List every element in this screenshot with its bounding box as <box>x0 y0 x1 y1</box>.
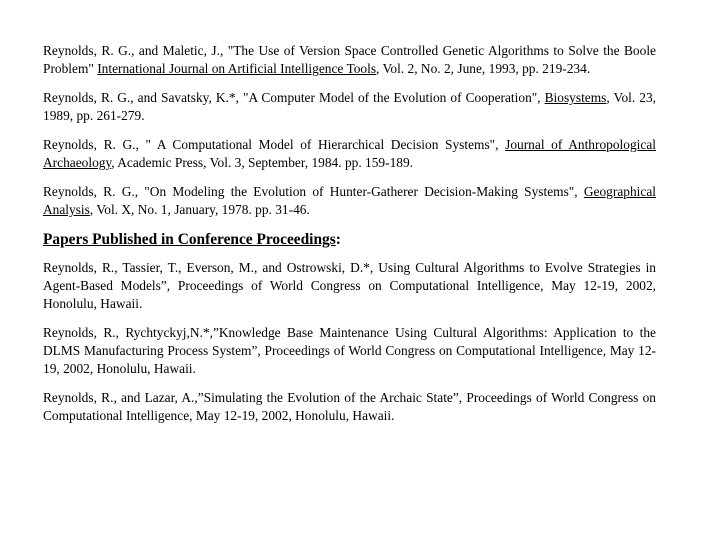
reference-details: , Vol. X, No. 1, January, 1978. pp. 31-46. <box>89 202 310 217</box>
journal-venue: International Journal on Artificial Intelligence Tools <box>97 61 377 76</box>
journal-reference <box>43 89 656 125</box>
reference-details: , Academic Press, Vol. 3, September, 1984. pp. 159-189. <box>111 155 414 170</box>
section-heading-colon: : <box>335 231 341 248</box>
conference-reference: Reynolds, R., Tassier, T., Everson, M., and Ostrowski, D.*, Using Cultural Algorithms to Evolve Strategies in Agent-Based Models”, Proceedings of World Congress on Computational Intelligence, May 12-19, 2002, Honolulu, Hawaii. <box>43 260 656 311</box>
publication-list <box>43 42 656 436</box>
journal-venue: Biosystems <box>544 90 607 105</box>
section-heading <box>43 230 656 250</box>
reference-text: Reynolds, R. G., and Savatsky, K.*, "A Computer Model of the Evolution of Cooperation", <box>43 90 545 105</box>
reference-text: Reynolds, R. G., " A Computational Model of Hierarchical Decision Systems", <box>43 137 506 152</box>
journal-reference <box>43 183 656 219</box>
reference-details: , Vol. 2, No. 2, June, 1993, pp. 219-234. <box>376 61 591 76</box>
conference-reference: Reynolds, R., and Lazar, A.,”Simulating the Evolution of the Archaic State”, Proceedings of World Congress on Computational Intelligence, May 12-19, 2002, Honolulu, Hawaii. <box>43 390 656 423</box>
reference-text: Reynolds, R. G., and Maletic, J., "The Use of Version Space Controlled Genetic Algorithms to Solve the Boole Problem" <box>43 43 656 76</box>
reference-text: Reynolds, R. G., "On Modeling the Evolution of Hunter-Gatherer Decision-Making Systems", <box>43 184 584 199</box>
journal-venue: Geographical Analysis <box>43 184 656 217</box>
section-heading-title: Papers Published in Conference Proceedings <box>43 231 336 248</box>
journal-venue: Journal of Anthropological Archaeology <box>43 137 656 170</box>
journal-reference <box>43 42 656 78</box>
journal-reference <box>43 136 656 172</box>
conference-reference: Reynolds, R., Rychtyckyj,N.*,”Knowledge Base Maintenance Using Cultural Algorithms: Application to the DLMS Manufacturing Process System”, Proceedings of World Congress on Computational Intelligence, May 12-19, 2002, Honolulu, Hawaii. <box>43 325 656 376</box>
reference-details: , Vol. 23, 1989, pp. 261-279. <box>43 90 656 123</box>
